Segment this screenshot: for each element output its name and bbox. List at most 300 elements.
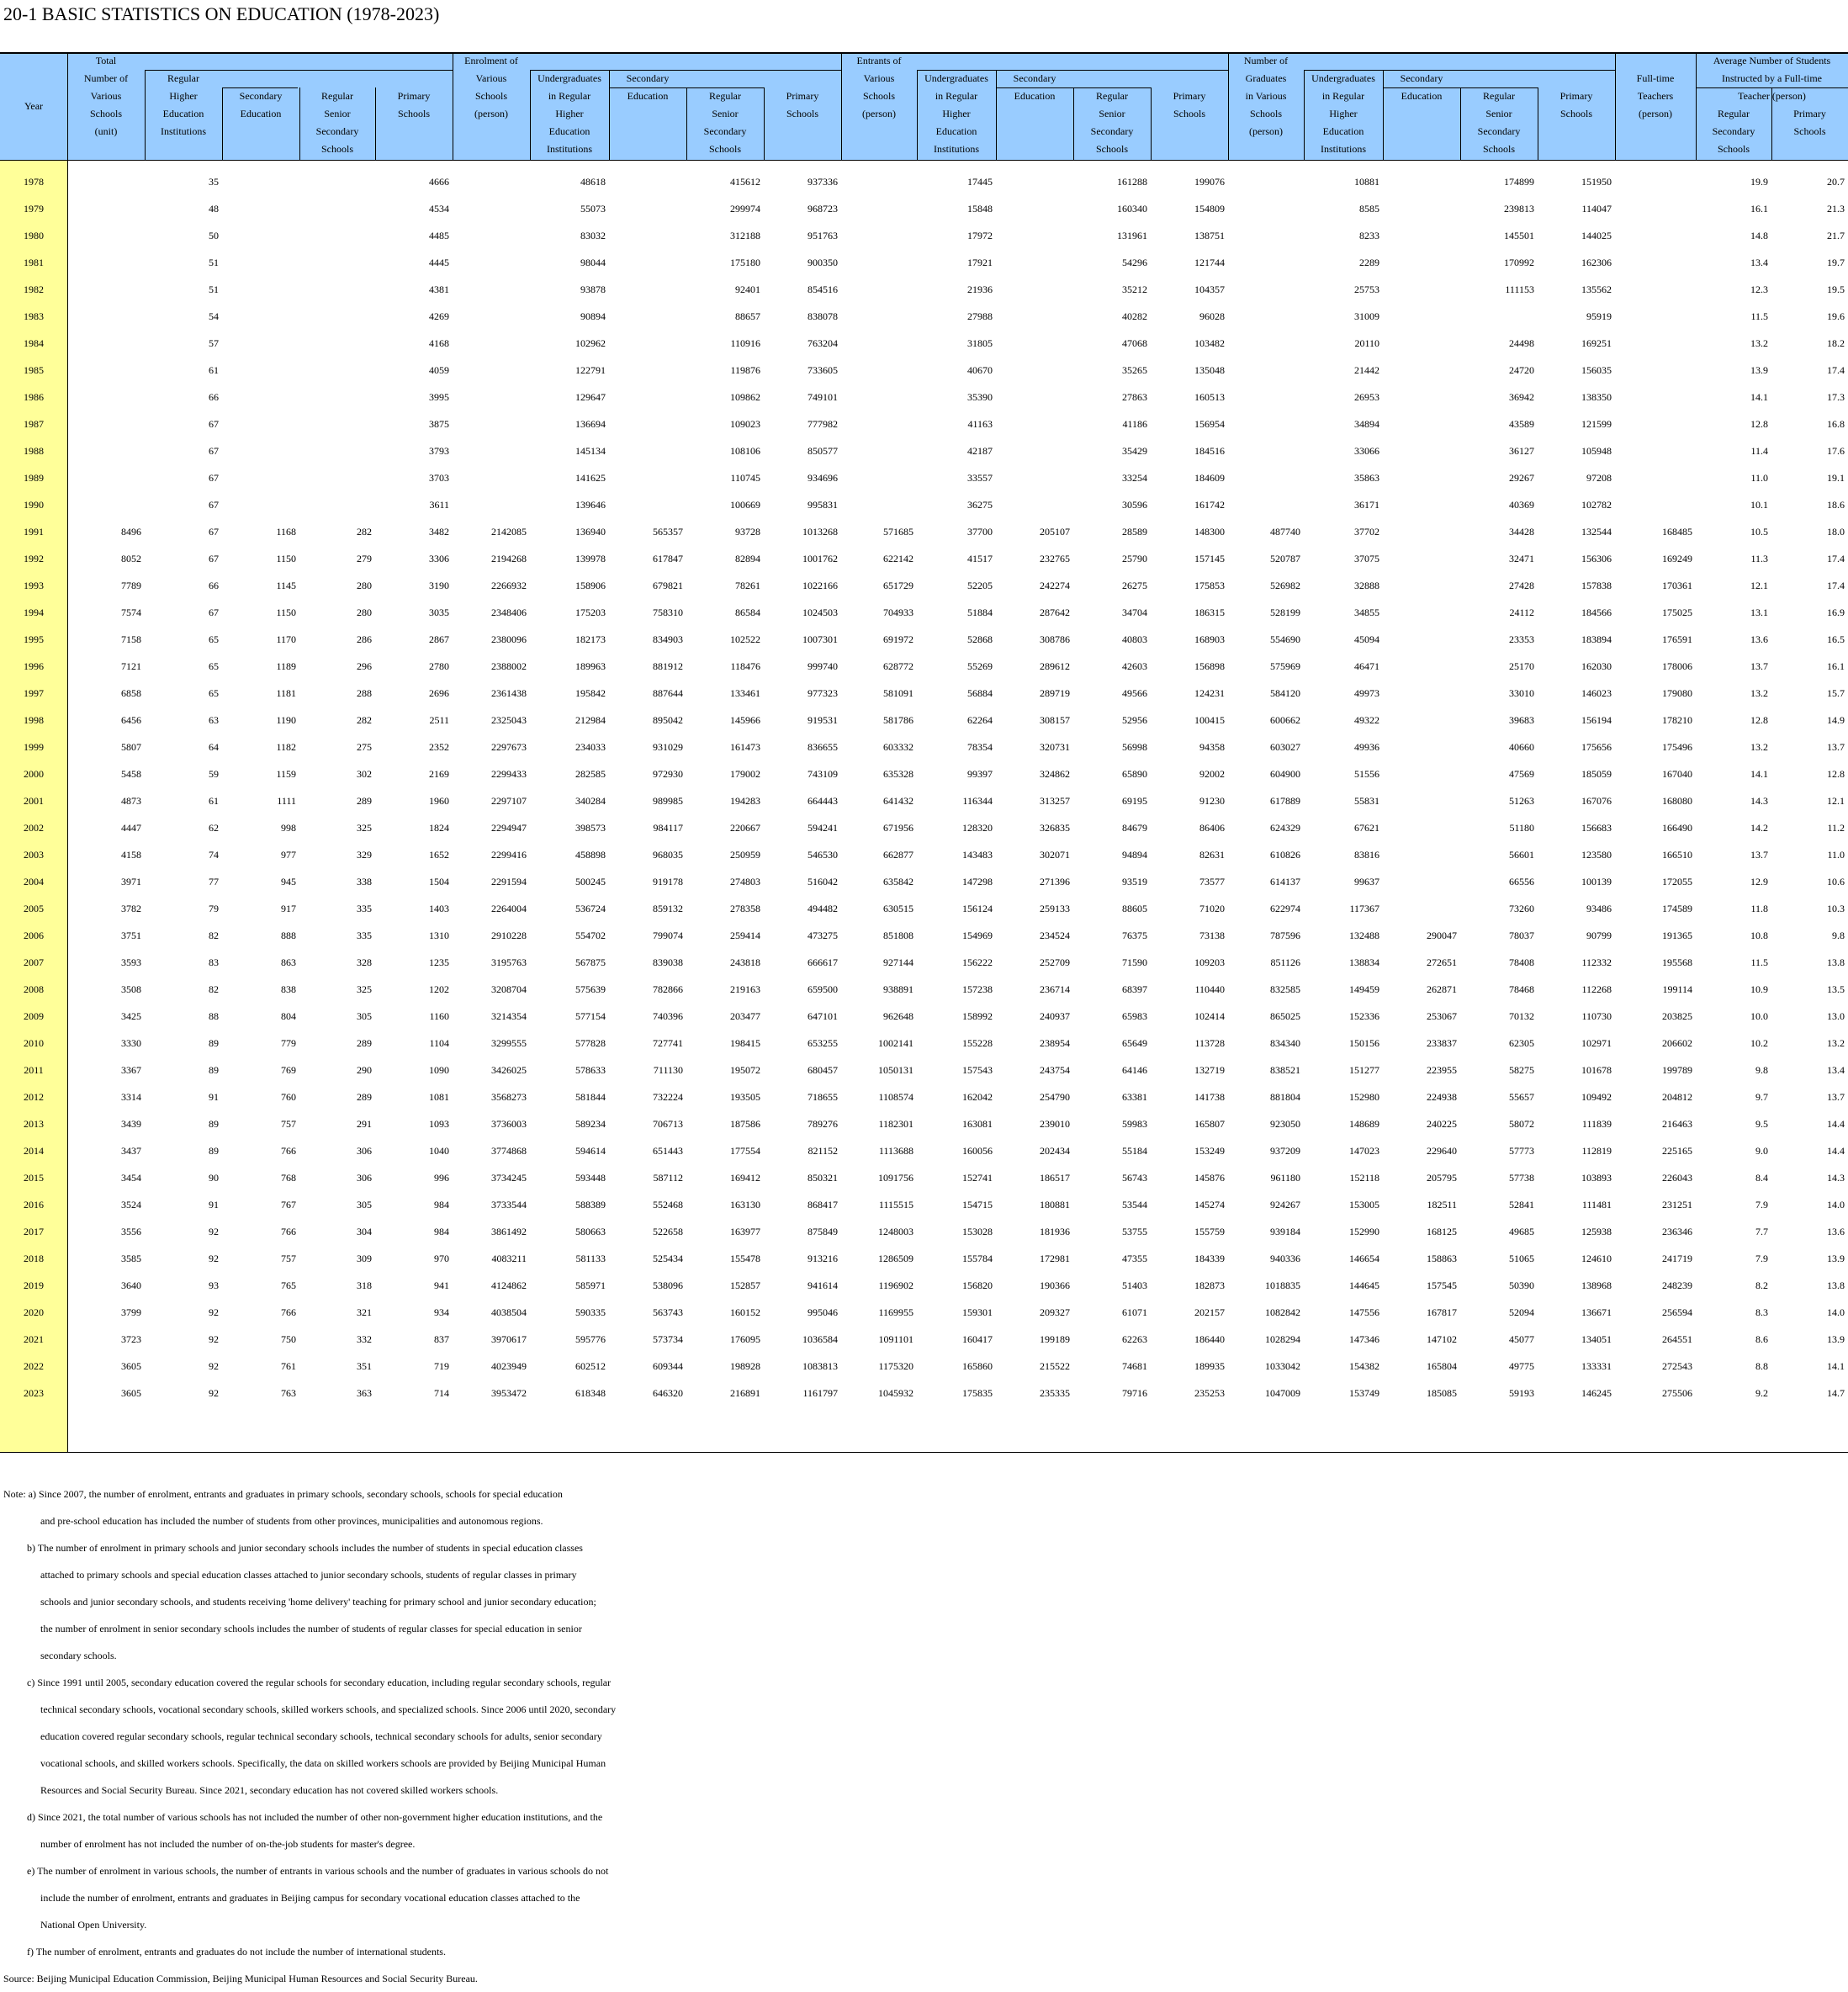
value-cell: 82894 [735, 553, 760, 564]
value-cell: 4873 [121, 795, 141, 807]
value-cell: 603332 [883, 741, 913, 753]
value-cell: 520787 [1270, 553, 1300, 564]
value-cell: 13.4 [1827, 1064, 1845, 1076]
value-cell: 82 [209, 930, 219, 941]
value-cell: 760 [281, 1091, 296, 1103]
value-cell: 93 [209, 1279, 219, 1291]
value-cell: 17921 [967, 257, 993, 268]
value-cell: 119876 [730, 364, 760, 376]
value-cell: 179002 [730, 768, 760, 780]
value-cell: 62264 [967, 714, 993, 726]
value-cell: 55657 [1509, 1091, 1534, 1103]
value-cell: 88657 [735, 310, 760, 322]
value-cell: 881912 [653, 660, 683, 672]
value-cell: 2299416 [491, 849, 527, 861]
value-cell: 17445 [967, 176, 993, 188]
value-cell: 1175320 [878, 1360, 913, 1372]
value-cell: 64146 [1122, 1064, 1147, 1076]
value-cell: 2294947 [491, 822, 527, 834]
value-cell: 66556 [1509, 876, 1534, 887]
value-cell [67, 357, 141, 384]
table-row [0, 1245, 1848, 1272]
value-cell: 1159 [276, 768, 296, 780]
value-cell: 152336 [1349, 1010, 1379, 1022]
value-cell: 691972 [883, 633, 913, 645]
value-cell: 99637 [1354, 876, 1379, 887]
value-cell [996, 195, 1070, 222]
value-cell [67, 276, 141, 303]
value-cell: 13.8 [1827, 1279, 1845, 1291]
value-cell: 52868 [967, 633, 993, 645]
year-cell: 1989 [24, 472, 44, 484]
value-cell: 3605 [121, 1387, 141, 1399]
year-cell: 2002 [24, 822, 44, 834]
value-cell [222, 276, 296, 303]
value-cell: 141625 [575, 472, 606, 484]
value-cell: 118476 [730, 660, 760, 672]
value-cell: 198928 [730, 1360, 760, 1372]
value-cell: 10.1 [1750, 499, 1768, 511]
value-cell: 577828 [575, 1037, 606, 1049]
value-cell [299, 357, 372, 384]
value-cell: 162306 [1581, 257, 1612, 268]
value-cell: 102962 [575, 337, 606, 349]
value-cell [222, 464, 296, 491]
value-cell: 299974 [730, 203, 760, 215]
value-cell: 9.5 [1755, 1118, 1768, 1130]
value-cell: 5807 [121, 741, 141, 753]
table-row [0, 707, 1848, 734]
value-cell [453, 276, 527, 303]
value-cell: 19.5 [1827, 283, 1845, 295]
value-cell: 53544 [1122, 1199, 1147, 1211]
value-cell: 10.8 [1750, 930, 1768, 941]
value-cell: 757 [281, 1118, 296, 1130]
value-cell: 4381 [429, 283, 449, 295]
value-cell: 919178 [653, 876, 683, 887]
value-cell [1615, 384, 1692, 411]
value-cell: 3556 [121, 1226, 141, 1237]
value-cell: 101678 [1581, 1064, 1612, 1076]
value-cell [1615, 195, 1692, 222]
value-cell: 52094 [1509, 1306, 1534, 1318]
table-row [0, 303, 1848, 330]
table-row [0, 734, 1848, 760]
value-cell: 313257 [1040, 795, 1070, 807]
value-cell: 9.7 [1755, 1091, 1768, 1103]
note-line: b) The number of enrolment in primary schools and junior secondary schools includes the number of students in special education classes [27, 1542, 583, 1554]
value-cell: 152990 [1349, 1226, 1379, 1237]
value-cell: 33254 [1122, 472, 1147, 484]
value-cell: 895042 [653, 714, 683, 726]
value-cell: 50390 [1509, 1279, 1534, 1291]
value-cell: 157145 [1194, 553, 1225, 564]
value-cell: 11.8 [1750, 903, 1768, 914]
value-cell: 88 [209, 1010, 219, 1022]
note-line: the number of enrolment in senior secondary schools includes the number of students of regular classes for special education in senior [40, 1623, 582, 1634]
value-cell: 3970617 [491, 1333, 527, 1345]
value-cell: 970 [434, 1253, 449, 1264]
value-cell [67, 384, 141, 411]
note-line: attached to primary schools and special education classes attached to junior secondary schools, students of regular classes in primary [40, 1569, 577, 1581]
value-cell: 145274 [1194, 1199, 1225, 1211]
value-cell: 289612 [1040, 660, 1070, 672]
value-cell: 54 [209, 310, 219, 322]
value-cell [996, 491, 1070, 518]
value-cell: 83816 [1354, 849, 1379, 861]
value-cell: 630515 [883, 903, 913, 914]
value-cell: 733605 [808, 364, 838, 376]
value-cell: 804 [281, 1010, 296, 1022]
value-cell: 156954 [1194, 418, 1225, 430]
value-cell: 838521 [1270, 1064, 1300, 1076]
value-cell: 3439 [121, 1118, 141, 1130]
value-cell [996, 384, 1070, 411]
value-cell: 65 [209, 633, 219, 645]
value-cell: 47569 [1509, 768, 1534, 780]
value-cell: 220667 [730, 822, 760, 834]
header-entr-senior: Regular Senior Secondary Schools [1090, 90, 1134, 155]
value-cell: 1007301 [802, 633, 838, 645]
value-cell: 56601 [1509, 849, 1534, 861]
value-cell: 913216 [808, 1253, 838, 1264]
value-cell: 151277 [1349, 1064, 1379, 1076]
value-cell: 8.6 [1755, 1333, 1768, 1345]
value-cell: 135048 [1194, 364, 1225, 376]
value-cell: 1036584 [802, 1333, 838, 1345]
value-cell [67, 195, 141, 222]
value-cell: 82 [209, 983, 219, 995]
value-cell: 165860 [962, 1360, 993, 1372]
value-cell: 5458 [121, 768, 141, 780]
year-cell: 1992 [24, 553, 44, 564]
header-grad-senior: Regular Senior Secondary Schools [1477, 90, 1521, 155]
value-cell [841, 222, 913, 249]
value-cell: 35212 [1122, 283, 1147, 295]
value-cell: 989985 [653, 795, 683, 807]
value-cell: 604900 [1270, 768, 1300, 780]
value-cell: 151950 [1581, 176, 1612, 188]
value-cell: 881804 [1270, 1091, 1300, 1103]
value-cell: 500245 [575, 876, 606, 887]
value-cell: 92002 [1199, 768, 1225, 780]
value-cell: 11.5 [1750, 310, 1768, 322]
value-cell: 43589 [1509, 418, 1534, 430]
value-cell: 1024503 [802, 607, 838, 618]
value-cell: 52205 [967, 580, 993, 591]
note-line: Note: a) Since 2007, the number of enrolment, entrants and graduates in primary schools, secondary schools, schools for special education [3, 1488, 563, 1500]
value-cell: 13.8 [1827, 956, 1845, 968]
value-cell: 33557 [967, 472, 993, 484]
value-cell: 4447 [121, 822, 141, 834]
value-cell: 473275 [808, 930, 838, 941]
value-cell: 927144 [883, 956, 913, 968]
value-cell: 91 [209, 1091, 219, 1103]
value-cell: 940336 [1270, 1253, 1300, 1264]
value-cell: 13.1 [1750, 607, 1768, 618]
value-cell: 89 [209, 1118, 219, 1130]
value-cell: 3861492 [491, 1226, 527, 1237]
value-cell: 144645 [1349, 1279, 1379, 1291]
value-cell: 25170 [1509, 660, 1534, 672]
value-cell: 166490 [1662, 822, 1692, 834]
value-cell: 93728 [735, 526, 760, 538]
value-cell: 186315 [1194, 607, 1225, 618]
value-cell: 1091101 [878, 1333, 913, 1345]
value-cell: 1189 [276, 660, 296, 672]
table-row [0, 1083, 1848, 1110]
value-cell: 79716 [1122, 1387, 1147, 1399]
value-cell [453, 384, 527, 411]
value-cell: 593448 [575, 1172, 606, 1184]
value-cell: 88605 [1122, 903, 1147, 914]
value-cell [609, 168, 683, 195]
value-cell: 13.6 [1750, 633, 1768, 645]
table-row [0, 841, 1848, 868]
value-cell: 2780 [429, 660, 449, 672]
value-cell: 157838 [1581, 580, 1612, 591]
value-cell: 24112 [1509, 607, 1534, 618]
value-cell: 3782 [121, 903, 141, 914]
value-cell: 19.1 [1827, 472, 1845, 484]
value-cell: 289 [357, 1091, 372, 1103]
value-cell: 10.3 [1827, 903, 1845, 914]
value-cell [67, 303, 141, 330]
value-cell: 31009 [1354, 310, 1379, 322]
value-cell: 63 [209, 714, 219, 726]
value-cell: 614137 [1270, 876, 1300, 887]
header-enrolment: Enrolment of Various Schools (person) [464, 55, 518, 119]
value-cell: 49936 [1354, 741, 1379, 753]
value-cell: 190366 [1040, 1279, 1070, 1291]
value-cell: 175203 [575, 607, 606, 618]
value-cell: 3568273 [491, 1091, 527, 1103]
value-cell: 309 [357, 1253, 372, 1264]
value-cell: 282585 [575, 768, 606, 780]
value-cell: 13.7 [1827, 1091, 1845, 1103]
value-cell: 24498 [1509, 337, 1534, 349]
value-cell: 141738 [1194, 1091, 1225, 1103]
value-cell: 11.3 [1750, 553, 1768, 564]
value-cell: 2291594 [491, 876, 527, 887]
value-cell [841, 411, 913, 437]
value-cell: 51556 [1354, 768, 1379, 780]
value-cell: 67 [209, 526, 219, 538]
value-cell: 133331 [1581, 1360, 1612, 1372]
value-cell: 92 [209, 1333, 219, 1345]
value-cell: 254790 [1040, 1091, 1070, 1103]
value-cell: 1083813 [802, 1360, 838, 1372]
value-cell [299, 491, 372, 518]
value-cell: 67 [209, 553, 219, 564]
value-cell [1383, 222, 1457, 249]
value-cell: 194283 [730, 795, 760, 807]
value-cell: 1040 [429, 1145, 449, 1157]
value-cell: 35265 [1122, 364, 1147, 376]
value-cell: 666617 [808, 956, 838, 968]
value-cell [299, 249, 372, 276]
value-cell: 91 [209, 1199, 219, 1211]
value-cell: 149459 [1349, 983, 1379, 995]
value-cell [1228, 303, 1300, 330]
value-cell: 138350 [1581, 391, 1612, 403]
header-grad-secondary: Secondary Education [1400, 72, 1443, 102]
value-cell: 42603 [1122, 660, 1147, 672]
value-cell [67, 330, 141, 357]
value-cell: 17.6 [1827, 445, 1845, 457]
value-cell: 160056 [962, 1145, 993, 1157]
value-cell: 184339 [1194, 1253, 1225, 1264]
value-cell: 868417 [808, 1199, 838, 1211]
value-cell: 55184 [1122, 1145, 1147, 1157]
value-cell: 3306 [429, 553, 449, 564]
value-cell: 240937 [1040, 1010, 1070, 1022]
value-cell: 11.5 [1750, 956, 1768, 968]
value-cell: 834903 [653, 633, 683, 645]
value-cell [1228, 384, 1300, 411]
value-cell [1383, 814, 1457, 841]
value-cell: 23353 [1509, 633, 1534, 645]
table-row [0, 384, 1848, 411]
value-cell: 34428 [1509, 526, 1534, 538]
value-cell: 148300 [1194, 526, 1225, 538]
value-cell [1615, 491, 1692, 518]
value-cell: 14.3 [1750, 795, 1768, 807]
year-cell: 2022 [24, 1360, 44, 1372]
value-cell: 14.7 [1827, 1387, 1845, 1399]
value-cell: 64 [209, 741, 219, 753]
value-cell: 67 [209, 607, 219, 618]
table-row [0, 437, 1848, 464]
value-cell: 136940 [575, 526, 606, 538]
value-cell: 278358 [730, 903, 760, 914]
value-cell: 664443 [808, 795, 838, 807]
value-cell: 175180 [730, 257, 760, 268]
value-cell: 917 [281, 903, 296, 914]
year-cell: 1983 [24, 310, 44, 322]
value-cell: 624329 [1270, 822, 1300, 834]
value-cell [609, 330, 683, 357]
value-cell: 148689 [1349, 1118, 1379, 1130]
value-cell: 89 [209, 1037, 219, 1049]
value-cell: 204812 [1662, 1091, 1692, 1103]
value-cell: 2264004 [491, 903, 527, 914]
value-cell: 161742 [1194, 499, 1225, 511]
value-cell [299, 168, 372, 195]
value-cell: 769 [281, 1064, 296, 1076]
value-cell: 13.2 [1750, 741, 1768, 753]
value-cell: 174589 [1662, 903, 1692, 914]
value-cell [1383, 303, 1457, 330]
value-cell: 41186 [1122, 418, 1147, 430]
value-cell: 110916 [730, 337, 760, 349]
value-cell: 154809 [1194, 203, 1225, 215]
value-cell: 27428 [1509, 580, 1534, 591]
value-cell: 16.1 [1750, 203, 1768, 215]
value-cell: 156306 [1581, 553, 1612, 564]
value-cell: 326835 [1040, 822, 1070, 834]
value-cell: 12.8 [1827, 768, 1845, 780]
value-cell: 57738 [1509, 1172, 1534, 1184]
value-cell: 212984 [575, 714, 606, 726]
value-cell: 998 [281, 822, 296, 834]
value-cell: 318 [357, 1279, 372, 1291]
value-cell [841, 168, 913, 195]
value-cell: 160417 [962, 1333, 993, 1345]
value-cell: 4534 [429, 203, 449, 215]
value-cell [1383, 841, 1457, 868]
value-cell: 73138 [1199, 930, 1225, 941]
value-cell [996, 168, 1070, 195]
value-cell: 205107 [1040, 526, 1070, 538]
value-cell [1228, 195, 1300, 222]
value-cell: 968035 [653, 849, 683, 861]
statistics-table [0, 52, 1848, 1452]
value-cell [1383, 707, 1457, 734]
value-cell [841, 384, 913, 411]
value-cell: 150156 [1349, 1037, 1379, 1049]
value-cell: 153249 [1194, 1145, 1225, 1157]
value-cell: 121599 [1581, 418, 1612, 430]
value-cell: 12.1 [1827, 795, 1845, 807]
value-cell: 15848 [967, 203, 993, 215]
value-cell: 240225 [1427, 1118, 1457, 1130]
value-cell: 139646 [575, 499, 606, 511]
value-cell: 121744 [1194, 257, 1225, 268]
value-cell: 838078 [808, 310, 838, 322]
value-cell [299, 195, 372, 222]
value-cell: 78037 [1509, 930, 1534, 941]
value-cell: 219163 [730, 983, 760, 995]
value-cell: 3425 [121, 1010, 141, 1022]
value-cell: 7574 [121, 607, 141, 618]
value-cell: 1202 [429, 983, 449, 995]
value-cell: 158992 [962, 1010, 993, 1022]
year-cell: 2007 [24, 956, 44, 968]
value-cell: 10881 [1354, 176, 1379, 188]
value-cell: 65890 [1122, 768, 1147, 780]
value-cell [222, 303, 296, 330]
value-cell: 56884 [967, 687, 993, 699]
value-cell: 50 [209, 230, 219, 241]
value-cell [222, 222, 296, 249]
value-cell: 155759 [1194, 1226, 1225, 1237]
value-cell: 8585 [1359, 203, 1379, 215]
value-cell: 635842 [883, 876, 913, 887]
table-row [0, 868, 1848, 895]
year-cell: 2008 [24, 983, 44, 995]
value-cell: 931029 [653, 741, 683, 753]
value-cell: 659500 [808, 983, 838, 995]
value-cell: 321 [357, 1306, 372, 1318]
value-cell: 67 [209, 445, 219, 457]
value-cell: 74 [209, 849, 219, 861]
header-grad-undergrad: Undergraduates in Regular Higher Education Institutions [1311, 72, 1375, 155]
value-cell: 91230 [1199, 795, 1225, 807]
note-line: vocational schools, and skilled workers schools. Specifically, the data on skilled workers schools are provided by Beijing Municipal Human [40, 1757, 606, 1769]
value-cell: 594241 [808, 822, 838, 834]
value-cell: 305 [357, 1199, 372, 1211]
value-cell: 185059 [1581, 768, 1612, 780]
value-cell: 69195 [1122, 795, 1147, 807]
value-cell: 4158 [121, 849, 141, 861]
value-cell [67, 464, 141, 491]
value-cell [222, 330, 296, 357]
value-cell: 27863 [1122, 391, 1147, 403]
value-cell: 363 [357, 1387, 372, 1399]
value-cell [1383, 734, 1457, 760]
value-cell: 202157 [1194, 1306, 1225, 1318]
